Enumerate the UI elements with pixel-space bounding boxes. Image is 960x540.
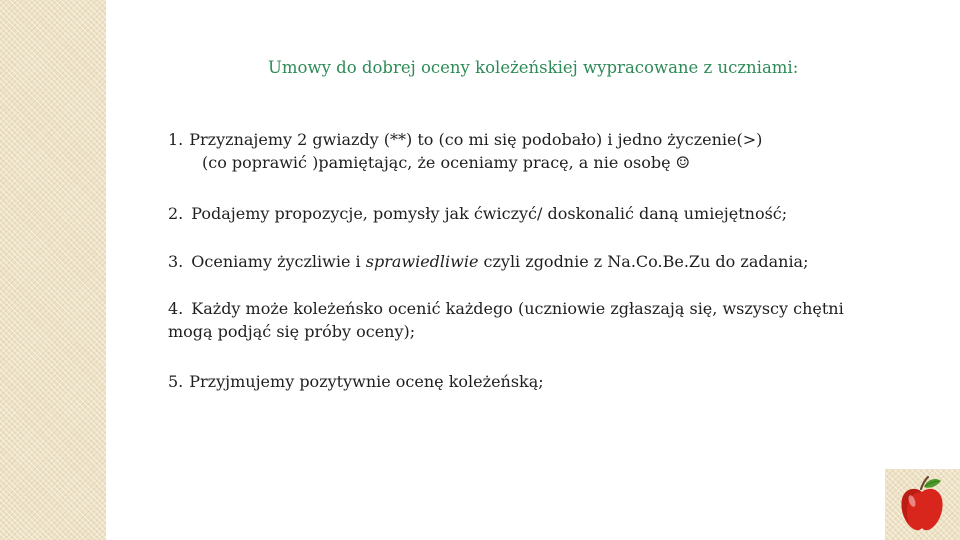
- slide-title: [268, 58, 798, 77]
- apple-icon: [899, 475, 945, 533]
- rule-text-end: czyli zgodnie z Na.Co.Be.Zu do zadania;: [478, 252, 809, 271]
- rule-number: 2.: [168, 204, 184, 223]
- rule-text-continuation: (co poprawić )pamiętając, że oceniamy pracę, a nie osobę ☺: [202, 153, 691, 172]
- rule-text: Przyjmujemy pozytywnie ocenę koleżeńską;: [189, 372, 544, 391]
- decorative-sidebar: [0, 0, 106, 540]
- rule-text: Podajemy propozycje, pomysły jak ćwiczyć/ doskonalić daną umiejętność;: [191, 204, 788, 223]
- rule-text: Przyznajemy 2 gwiazdy (**) to (co mi się podobało) i jedno życzenie(>): [189, 130, 763, 149]
- rule-number: 4.: [168, 299, 184, 318]
- list-item: [168, 297, 844, 343]
- rule-text-continuation: mogą podjąć się próby oceny);: [168, 322, 416, 341]
- rule-number: 3.: [168, 252, 184, 271]
- list-item: [168, 128, 762, 174]
- rule-emphasis: sprawiedliwie: [365, 252, 479, 271]
- list-item: [168, 202, 787, 225]
- rule-text: Oceniamy życzliwie i: [191, 252, 366, 271]
- rule-number: 5.: [168, 372, 184, 391]
- rule-number: 1.: [168, 130, 184, 149]
- list-item: [168, 370, 544, 393]
- slide-title-text: Umowy do dobrej oceny koleżeńskiej wypracowane z uczniami:: [268, 58, 799, 77]
- rule-text: Każdy może koleżeńsko ocenić każdego (uczniowie zgłaszają się, wszyscy chętni: [191, 299, 844, 318]
- apple-badge: [885, 469, 960, 540]
- list-item: [168, 250, 808, 273]
